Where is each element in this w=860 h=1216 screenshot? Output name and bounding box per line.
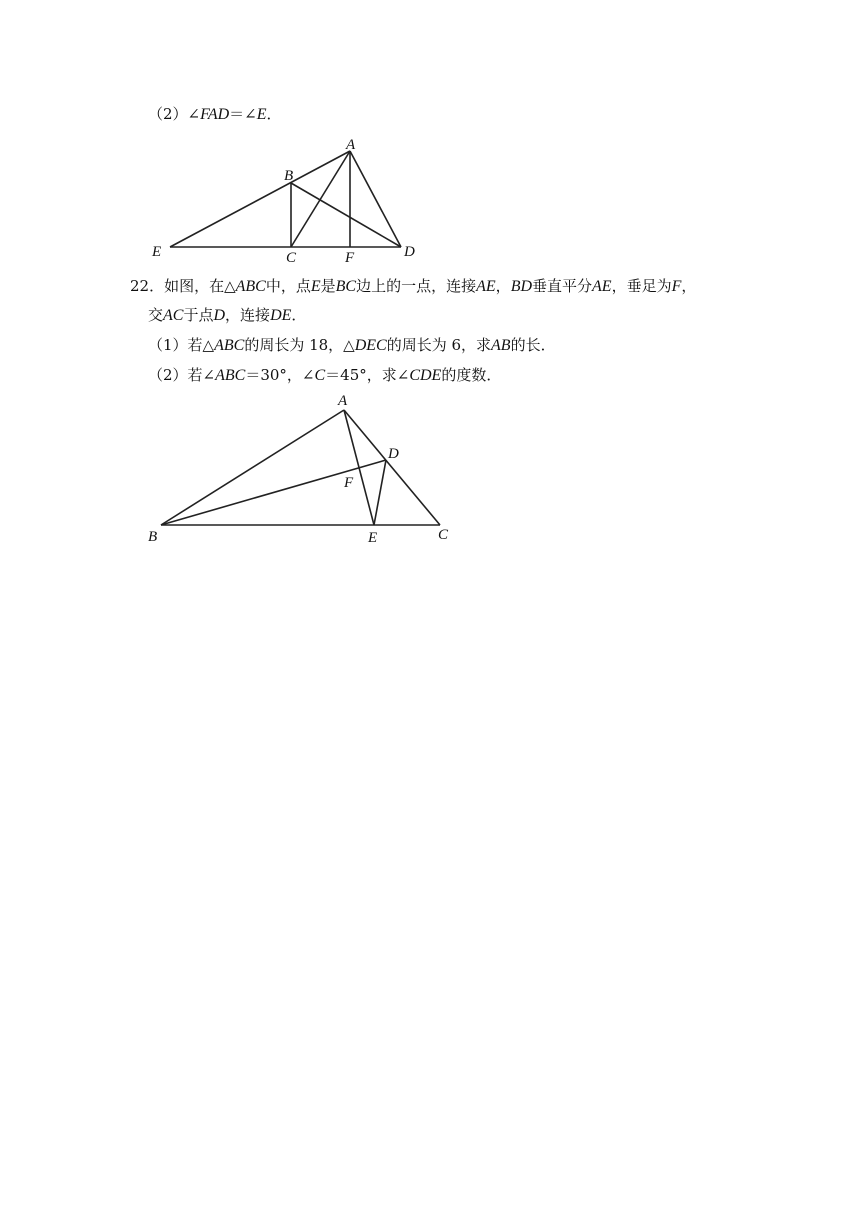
label-B: B bbox=[284, 168, 294, 184]
label-A: A bbox=[338, 393, 348, 409]
label-C: C bbox=[438, 527, 449, 543]
label-B: B bbox=[148, 529, 158, 545]
label-F: F bbox=[344, 475, 354, 491]
part2-prev-statement: （2）∠FAD＝∠E． bbox=[148, 105, 282, 123]
segment-DE bbox=[374, 460, 386, 525]
q22-part-2: （2）若∠ABC＝30°，∠C＝45°，求∠CDE的度数． bbox=[148, 366, 502, 384]
q22-part-1: （1）若△ABC的周长为 18，△DEC的周长为 6，求AB的长． bbox=[148, 336, 556, 354]
label-E: E bbox=[368, 530, 378, 546]
label-C: C bbox=[286, 250, 297, 266]
label-D: D bbox=[388, 446, 399, 462]
q22-line-1: 22．如图，在△ABC中，点E是BC边上的一点，连接AE，BD垂直平分AE，垂足为F， bbox=[130, 277, 697, 295]
label-E: E bbox=[152, 244, 162, 260]
label-D: D bbox=[404, 244, 415, 260]
segment-BA bbox=[161, 410, 344, 525]
segment-BD bbox=[161, 460, 386, 525]
q22-line-2: 交AC于点D，连接DE． bbox=[148, 306, 307, 324]
label-F: F bbox=[345, 250, 355, 266]
label-A: A bbox=[346, 137, 356, 153]
